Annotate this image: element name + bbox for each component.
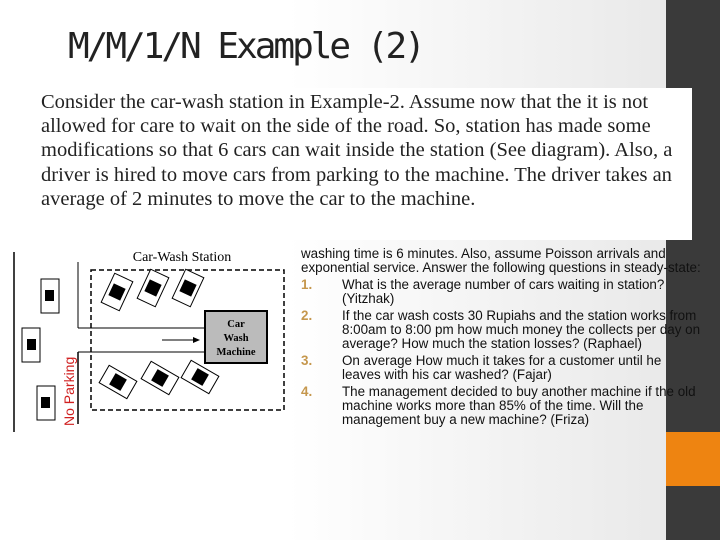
svg-text:Car: Car	[227, 319, 245, 330]
list-item: 3. On average How much it takes for a customer until he leaves with his car washed? (Fajar)	[301, 353, 662, 382]
intro-text: Consider the car-wash station in Example-2. Assume now that the it is not allowed for care to wait on the side of the road. So, station has made some modifications so that 6 cars can wait inside the station (See diagram). Also, a driver is hired to move cars from parking to the machine. The driver takes an average of 2 minutes to move the car to the machine.	[38, 88, 692, 240]
parked-cars	[22, 279, 59, 420]
questions-block	[301, 247, 701, 426]
body-text: washing time is 6 minutes. Also, assume Poisson arrivals and exponential service. Answer the following questions in steady-state:	[301, 246, 701, 275]
list-item: 4. The management decided to buy another machine if the old machine works more than 85% of the time. Will the management buy a new machine? (Friza)	[301, 384, 696, 427]
accent-block	[666, 432, 720, 486]
question-list	[301, 278, 701, 426]
svg-text:Wash: Wash	[223, 333, 249, 344]
waiting-cars	[99, 269, 219, 398]
slide-title: M/M/1/N Example (2)	[68, 26, 423, 67]
svg-text:Machine: Machine	[216, 347, 256, 358]
list-item: 2. If the car wash costs 30 Rupiahs and the station works from 8:00am to 8:00 pm how much money the collects per day on average? How much the station losses? (Raphael)	[301, 308, 701, 351]
no-parking-label: No Parking	[61, 356, 77, 426]
car-wash-diagram	[10, 244, 295, 444]
station-label: Car-Wash Station	[132, 250, 232, 265]
list-item: 1. What is the average number of cars waiting in station? (Yitzhak)	[301, 277, 665, 306]
